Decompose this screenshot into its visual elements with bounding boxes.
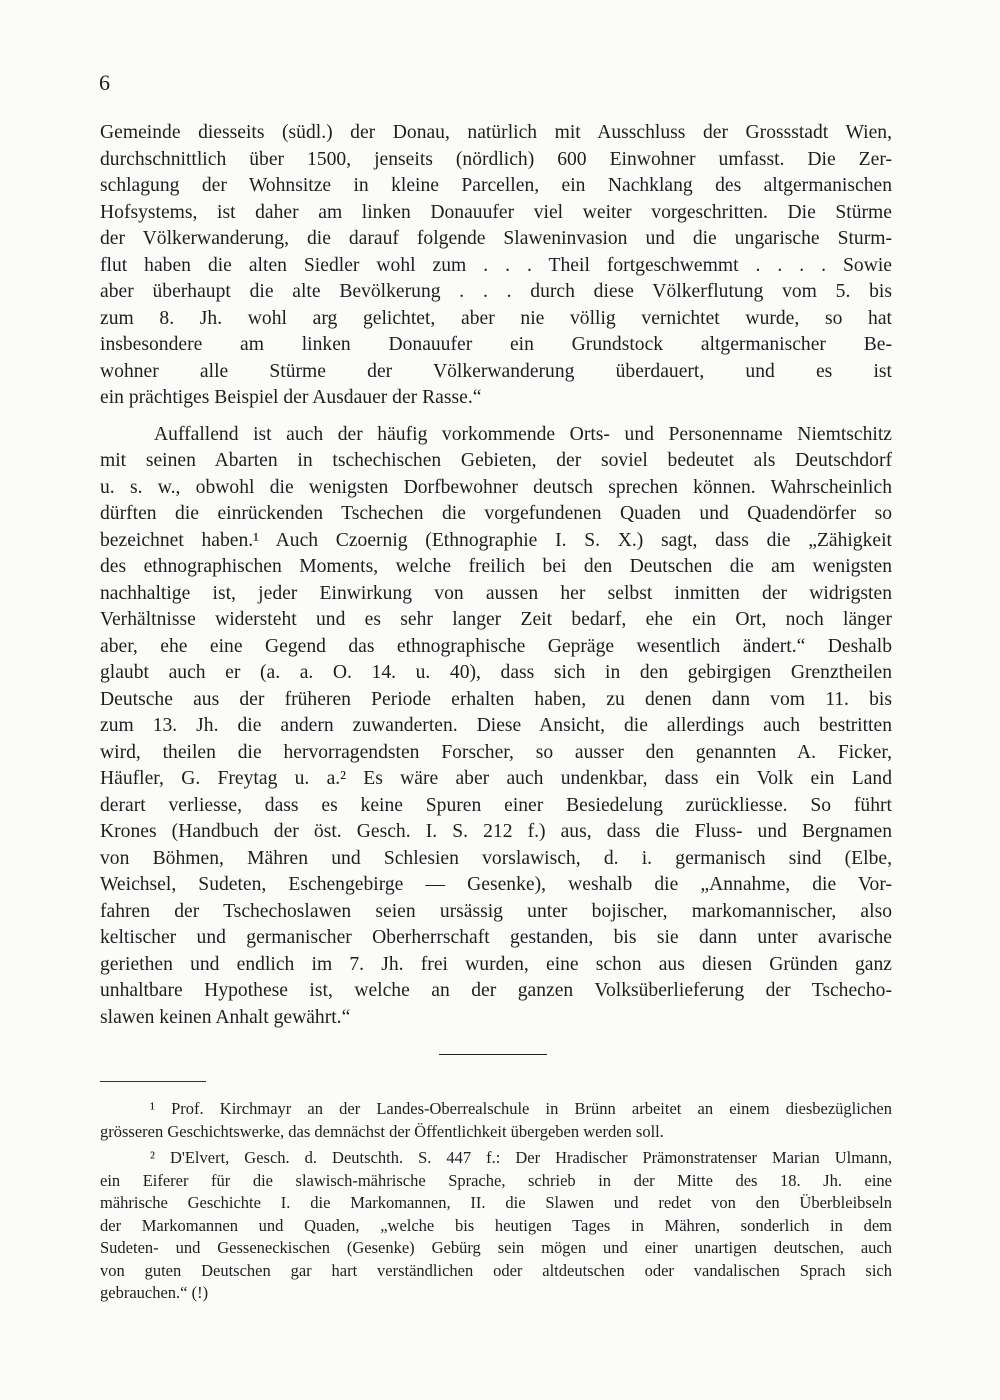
text-line: der Völkerwanderung, die darauf folgende Slaweninvasion und die ungarische Sturm- bbox=[100, 228, 892, 249]
text-line: ein prächtiges Beispiel der Ausdauer der Rasse.“ bbox=[100, 387, 482, 408]
text-line: aber, ehe eine Gegend das ethnographische Gepräge wesentlich ändert.“ Deshalb bbox=[100, 635, 892, 657]
footnote-line: der Markomannen und Quaden, „welche bis heutigen Tages in Mähren, sonderlich in dem bbox=[100, 1215, 892, 1235]
text-line: Auffallend ist auch der häufig vorkommende Orts- und Personenname Niemtschitz bbox=[154, 423, 892, 445]
body-text bbox=[100, 120, 892, 1031]
footnote-line: ² D'Elvert, Gesch. d. Deutschth. S. 447 f.: Der Hradischer Prämonstratenser Marian Ulmann, bbox=[150, 1148, 892, 1167]
text-line: bezeichnet haben.¹ Auch Czoernig (Ethnographie I. S. X.) sagt, dass die „Zähigkeit bbox=[100, 529, 892, 551]
text-line: mit seinen Abarten in tschechischen Gebieten, der soviel bedeutet als Deutschdorf bbox=[100, 450, 892, 471]
footnotes bbox=[100, 1098, 892, 1305]
page-number: 6 bbox=[99, 70, 110, 95]
footnote-line: mährische Geschichte I. die Markomannen, II. die Slawen und redet von den Überbleibseln bbox=[100, 1193, 892, 1212]
text-line: Häufler, G. Freytag u. a.² Es wäre aber auch undenkbar, dass ein Volk ein Land bbox=[100, 768, 892, 789]
text-line: von Böhmen, Mähren und Schlesien vorslawisch, d. i. germanisch sind (Elbe, bbox=[100, 847, 892, 869]
text-line: Weichsel, Sudeten, Eschengebirge — Gesenke), weshalb die „Annahme, die Vor- bbox=[100, 874, 892, 895]
text-line: wohner alle Stürme der Völkerwanderung überdauert, und es ist bbox=[100, 360, 892, 382]
section-divider bbox=[439, 1054, 547, 1055]
text-line: dürften die einrückenden Tschechen die vorgefundenen Quaden und Quadendörfer so bbox=[100, 503, 892, 524]
footnote-line: ein Eiferer für die slawisch-mährische Sprache, schrieb in der Mitte des 18. Jh. eine bbox=[100, 1170, 892, 1190]
footnote-line: grösseren Geschichtswerke, das demnächst der Öffentlichkeit übergeben werden soll. bbox=[100, 1121, 664, 1141]
text-line: Deutsche aus der früheren Periode erhalten haben, zu denen dann vom 11. bis bbox=[100, 688, 892, 710]
text-line: geriethen und endlich im 7. Jh. frei wurden, eine schon aus diesen Gründen ganz bbox=[100, 953, 892, 975]
text-line: Gemeinde diesseits (südl.) der Donau, natürlich mit Ausschluss der Grossstadt Wien, bbox=[100, 122, 892, 143]
text-line: slawen keinen Anhalt gewährt.“ bbox=[100, 1006, 351, 1028]
text-line: schlagung der Wohnsitze in kleine Parcellen, ein Nachklang des altgermanischen bbox=[100, 175, 892, 196]
text-line: durchschnittlich über 1500, jenseits (nördlich) 600 Einwohner umfasst. Die Zer- bbox=[100, 148, 892, 170]
text-line: nachhaltige ist, jeder Einwirkung von aussen her selbst inmitten der widrigsten bbox=[100, 582, 892, 604]
text-line: wird, theilen die hervorragendsten Forscher, so ausser den genannten A. Ficker, bbox=[100, 741, 892, 763]
text-line: aber überhaupt die alte Bevölkerung . . . durch diese Völkerflutung vom 5. bis bbox=[100, 281, 892, 302]
text-line: Hofsystems, ist daher am linken Donauufer viel weiter vorgeschritten. Die Stürme bbox=[100, 201, 892, 223]
text-line: fahren der Tschechoslawen seien ursässig unter bojischer, markomannischer, also bbox=[100, 900, 892, 922]
text-line: zum 8. Jh. wohl arg gelichtet, aber nie völlig vernichtet wurde, so hat bbox=[100, 307, 892, 329]
text-line: insbesondere am linken Donauufer ein Grundstock altgermanischer Be- bbox=[100, 334, 892, 355]
text-line: Verhältnisse widersteht und es sehr langer Zeit bedarf, ehe ein Ort, noch länger bbox=[100, 609, 892, 630]
text-line: Krones (Handbuch der öst. Gesch. I. S. 212 f.) aus, dass die Fluss- und Bergnamen bbox=[100, 821, 892, 842]
text-line: keltischer und germanischer Oberherrschaft gestanden, bis sie dann unter avarische bbox=[100, 927, 892, 948]
text-line: u. s. w., obwohl die wenigsten Dorfbewohner deutsch sprechen können. Wahrscheinlich bbox=[100, 476, 892, 498]
footnote-line: gebrauchen.“ (!) bbox=[100, 1283, 209, 1302]
footnote-line: Sudeten- und Gesseneckischen (Gesenke) Gebürg sein mögen und einer unartigen deutschen, auch bbox=[100, 1238, 892, 1257]
footnote-line: ¹ Prof. Kirchmayr an der Landes-Oberrealschule in Brünn arbeitet an einem diesbezüglichen bbox=[150, 1099, 892, 1118]
text-line: glaubt auch er (a. a. O. 14. u. 40), dass sich in den gebirgigen Grenztheilen bbox=[100, 662, 892, 683]
text-line: flut haben die alten Siedler wohl zum . . . Theil fortgeschwemmt . . . . Sowie bbox=[100, 254, 892, 276]
text-line: des ethnographischen Moments, welche freilich bei den Deutschen die am wenigsten bbox=[100, 556, 892, 577]
text-line: zum 13. Jh. die andern zuwanderten. Diese Ansicht, die allerdings auch bestritten bbox=[100, 715, 892, 736]
text-line: unhaltbare Hypothese ist, welche an der ganzen Volksüberlieferung der Tschecho- bbox=[100, 980, 892, 1001]
footnote-divider bbox=[100, 1081, 206, 1082]
text-line: derart verliesse, dass es keine Spuren einer Besiedelung zurückliesse. So führt bbox=[100, 794, 892, 816]
footnote-line: von guten Deutschen gar hart verständlichen oder altdeutschen oder vandalischen Sprach sich bbox=[100, 1260, 892, 1280]
